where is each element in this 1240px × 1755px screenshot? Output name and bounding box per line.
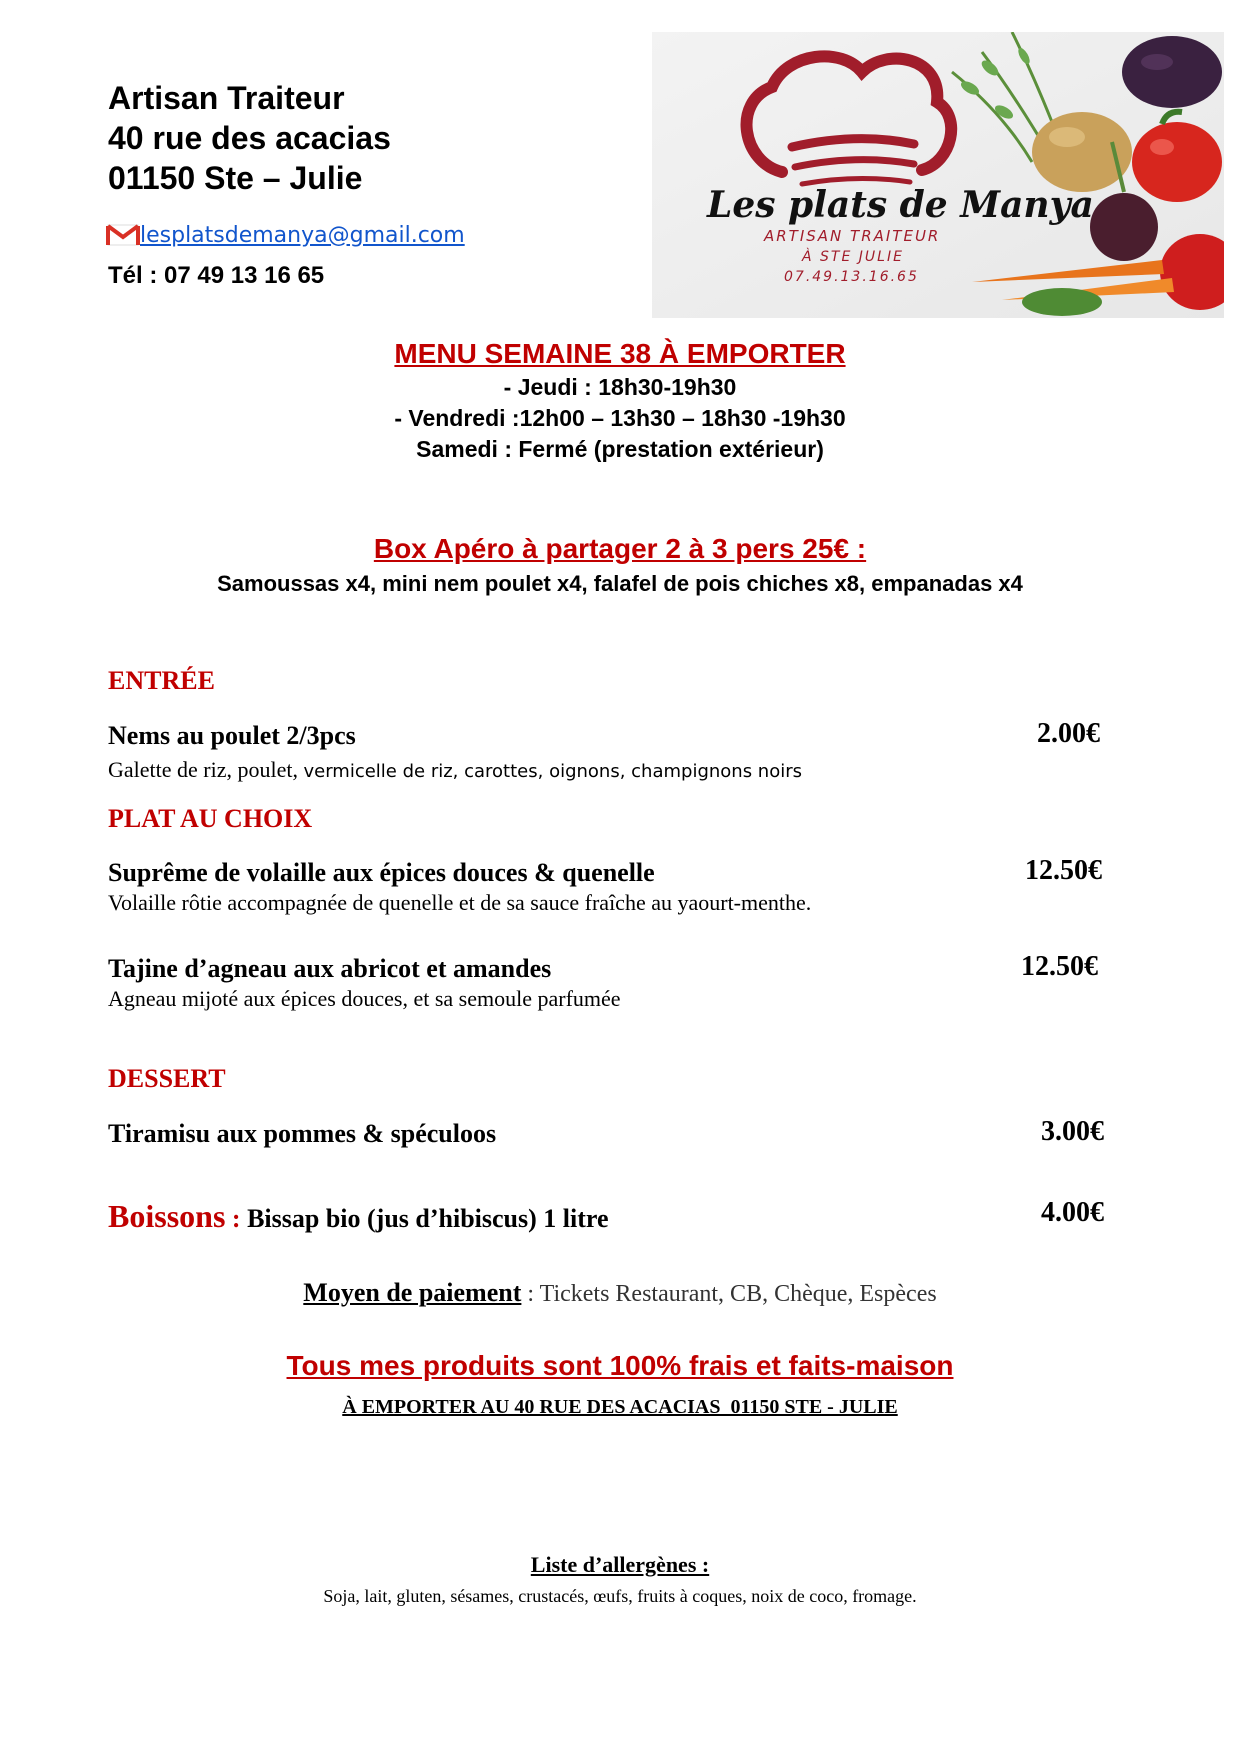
logo-tagline-2: À STE JULIE [802,249,904,265]
logo-tagline-1: ARTISAN TRAITEUR [764,227,941,245]
logo-brand: Les plats de Manya [707,184,1094,226]
logo-banner [652,32,1224,318]
dish-description-part: Galette de riz, poulet, [108,757,304,782]
drinks-label: Boissons [108,1198,226,1234]
hours-thursday: - Jeudi : 18h30-19h30 [503,374,737,400]
dish-description-part: vermicelle de riz, carottes, oignons, champignons noirs [303,761,803,782]
drinks-price: 4.00€ [1041,1197,1104,1228]
hours-saturday: Samedi : Fermé (prestation extérieur) [416,436,824,462]
menu-title: MENU SEMAINE 38 À EMPORTER [394,338,846,369]
email-link[interactable]: lesplatsdemanya@gmail.com [140,222,465,248]
allergen-title: Liste d’allergènes : [530,1552,710,1577]
phone-number: Tél : 07 49 13 16 65 [108,262,325,289]
payment-label: Moyen de paiement [303,1278,522,1307]
pickup-address: À EMPORTER AU 40 RUE DES ACACIAS 01150 STE - JULIE [342,1396,898,1418]
mail-icon [106,222,140,248]
box-apero-items: Samoussas x4, mini nem poulet x4, falafel de pois chiches x8, empanadas x4 [217,571,1023,596]
box-apero-title: Box Apéro à partager 2 à 3 pers 25€ : [373,533,867,564]
fresh-products-line: Tous mes produits sont 100% frais et faits-maison [286,1350,954,1381]
street-address: 40 rue des acacias [108,120,391,156]
section-heading-plat: PLAT AU CHOIX [108,804,313,833]
allergen-list: Soja, lait, gluten, sésames, crustacés, œufs, fruits à coques, noix de coco, fromage. [323,1586,917,1606]
dish-price: 12.50€ [1025,855,1102,886]
drinks-separator: : [225,1204,248,1233]
header-address [108,78,391,198]
dish-name: Tiramisu aux pommes & spéculoos [108,1119,497,1148]
drinks-row [108,1198,609,1235]
dish-description: Volaille rôtie accompagnée de quenelle et de sa sauce fraîche au yaourt-menthe. [108,890,812,915]
dish-price: 12.50€ [1021,951,1098,982]
logo-illustration [652,32,1224,318]
dish-description [108,757,802,783]
business-type: Artisan Traiteur [108,80,345,116]
payment-row [0,1278,1240,1308]
dish-price: 2.00€ [1037,718,1100,749]
dish-price: 3.00€ [1041,1116,1104,1147]
drinks-item: Bissap bio (jus d’hibiscus) 1 litre [247,1204,609,1233]
dish-name: Suprême de volaille aux épices douces & quenelle [108,858,655,887]
dish-description: Agneau mijoté aux épices douces, et sa semoule parfumée [108,986,621,1011]
city-line: 01150 Ste – Julie [108,160,363,196]
logo-phone: 07.49.13.16.65 [784,269,919,285]
section-heading-entree: ENTRÉE [108,666,215,695]
payment-methods: : Tickets Restaurant, CB, Chèque, Espèces [521,1281,937,1307]
section-heading-dessert: DESSERT [108,1064,226,1093]
email-row [106,222,465,248]
dish-name: Nems au poulet 2/3pcs [108,721,356,750]
hours-friday: - Vendredi :12h00 – 13h30 – 18h30 -19h30 [394,405,846,431]
dish-name: Tajine d’agneau aux abricot et amandes [108,954,552,983]
